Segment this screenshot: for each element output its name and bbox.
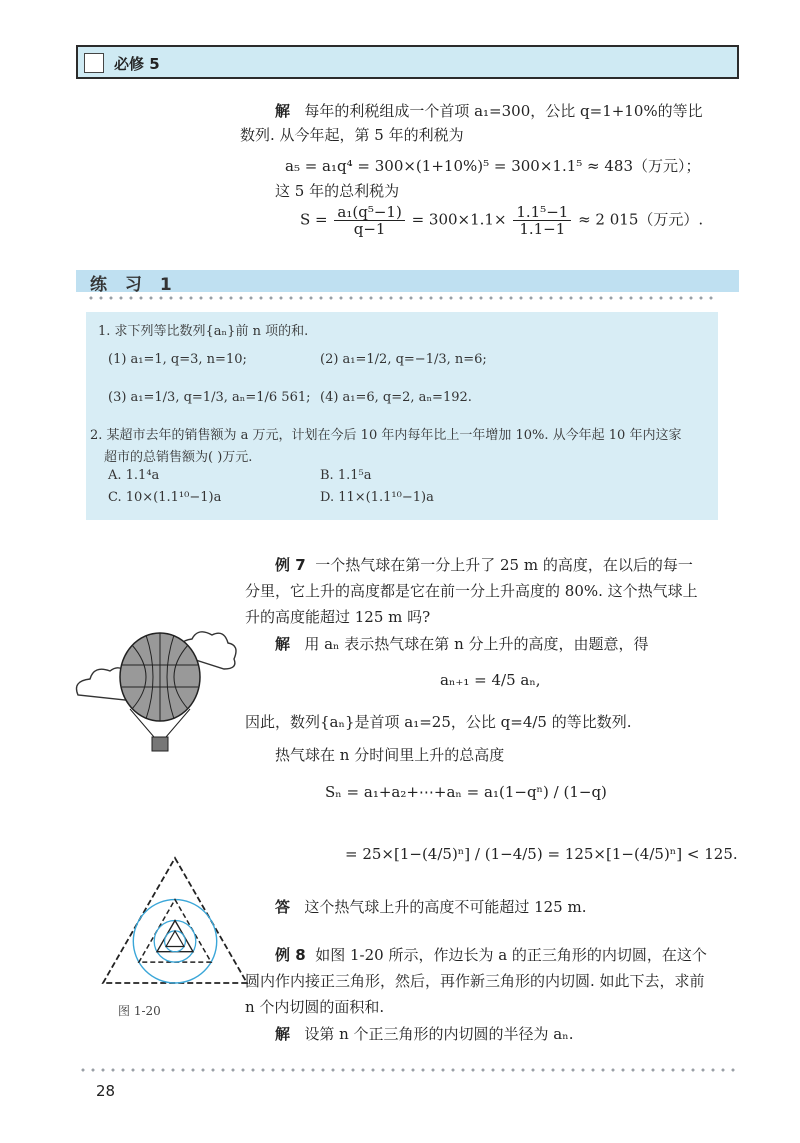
exercise-option-b: B. 1.1⁵a [320, 468, 372, 483]
page-number: 28 [96, 1082, 116, 1100]
example7-sol-line3: 因此，数列{aₙ}是首项 a₁=25，公比 q=4/5 的等比数列. [245, 713, 632, 731]
eq2-num: a₁(q⁵−1) [334, 204, 404, 221]
example8-line2: 圆内作内接正三角形，然后，再作新三角形的内切圆. 如此下去，求前 [245, 972, 705, 990]
solution-line2: 数列. 从今年起，第 5 年的利税为 [240, 126, 464, 144]
exercise-option-c: C. 10×(1.1¹⁰−1)a [108, 490, 222, 505]
exercise-option-d: D. 11×(1.1¹⁰−1)a [320, 490, 434, 505]
chapter-label: 必修 5 [114, 55, 160, 73]
example7-recurrence: aₙ₊₁ = 4/5 aₙ, [440, 671, 541, 689]
incircle-1 [133, 900, 216, 983]
example7-sum-eval: = 25×[1−(4/5)ⁿ] / (1−4/5) = 125×[1−(4/5)ⁿ] < 125. [345, 845, 738, 863]
eq2-fraction1 [334, 204, 404, 237]
example7-sol-line4: 热气球在 n 分时间里上升的总高度 [275, 746, 505, 764]
example7-line2: 分里，它上升的高度都是它在前一分上升高度的 80%. 这个热气球上 [245, 582, 698, 600]
example7-line3: 升的高度能超过 125 m 吗? [245, 608, 431, 626]
example7-sum-formula: Sₙ = a₁+a₂+⋯+aₙ = a₁(1−qⁿ) / (1−q) [325, 783, 607, 801]
example8-line3: n 个内切圆的面积和. [245, 998, 385, 1016]
eq2-den2: 1.1−1 [519, 220, 566, 238]
dotted-divider-top [86, 296, 718, 300]
eq2-den: q−1 [353, 220, 386, 238]
figure-1-20 [95, 855, 255, 995]
exercise-title-bar [76, 270, 739, 295]
eq2-fraction2 [513, 204, 571, 237]
solution-head: 解 [275, 102, 291, 120]
eq2-left: S = [300, 210, 328, 229]
example8-sol [275, 1022, 574, 1046]
exercise-q1-4: (4) a₁=6, q=2, aₙ=192. [320, 390, 472, 405]
solution-text1: 每年的利税组成一个首项 a₁=300，公比 q=1+10%的等比 [304, 102, 703, 120]
example8-sol-text: 设第 n 个正三角形的内切圆的半径为 aₙ. [304, 1025, 574, 1043]
example7-head: 例 7 [275, 556, 306, 574]
example7-sol-head: 解 [275, 635, 291, 653]
solution-line1 [275, 100, 703, 122]
example7-sol-text1: 用 aₙ 表示热气球在第 n 分上升的高度，由题意，得 [304, 635, 649, 653]
example8-sol-head: 解 [275, 1025, 291, 1043]
exercise-q1-2: (2) a₁=1/2, q=−1/3, n=6; [320, 352, 487, 367]
example7-answer-head: 答 [275, 898, 291, 916]
dotted-divider-bottom [78, 1068, 740, 1072]
example8-line1 [275, 943, 707, 967]
hot-air-balloon-illustration [70, 625, 240, 765]
exercise-box [86, 312, 718, 520]
header-square-icon [84, 53, 104, 73]
exercise-title: 练 习 1 [90, 275, 178, 295]
exercise-q1-3: (3) a₁=1/3, q=1/3, aₙ=1/6 561; [108, 390, 311, 405]
eq2-mid: = 300×1.1× [411, 210, 507, 229]
exercise-q2-line2: 超市的总销售额为( )万元. [104, 450, 253, 465]
eq2-num2: 1.1⁵−1 [513, 204, 571, 221]
example7-line1 [275, 553, 693, 577]
exercise-q1: 1. 求下列等比数列{aₙ}前 n 项的和. [98, 324, 309, 339]
incircle-2 [154, 921, 196, 963]
eq2-right: ≈ 2 015（万元）. [578, 210, 704, 229]
solution-eq1: a₅ = a₁q⁴ = 300×(1+10%)⁵ = 300×1.1⁵ ≈ 483（万元）； [285, 157, 701, 175]
example7-sol-line1 [275, 632, 649, 656]
example8-head: 例 8 [275, 946, 306, 964]
chapter-header [76, 45, 739, 79]
exercise-q1-1: (1) a₁=1, q=3, n=10; [108, 352, 247, 367]
solution-eq2 [300, 204, 703, 237]
exercise-option-a: A. 1.1⁴a [108, 468, 160, 483]
figure-caption: 图 1-20 [118, 1004, 161, 1018]
example7-text1: 一个热气球在第一分上升了 25 m 的高度，在以后的每一 [315, 556, 693, 574]
exercise-q2-line1: 2. 某超市去年的销售额为 a 万元，计划在今后 10 年内每年比上一年增加 10%. 从今年起 10 年内这家 [90, 428, 682, 443]
example7-answer-text: 这个热气球上升的高度不可能超过 125 m. [304, 898, 587, 916]
solution-line3: 这 5 年的总利税为 [275, 182, 400, 200]
incircle-3 [165, 931, 186, 952]
example7-answer [275, 895, 587, 919]
example8-text1: 如图 1-20 所示，作边长为 a 的正三角形的内切圆，在这个 [315, 946, 707, 964]
